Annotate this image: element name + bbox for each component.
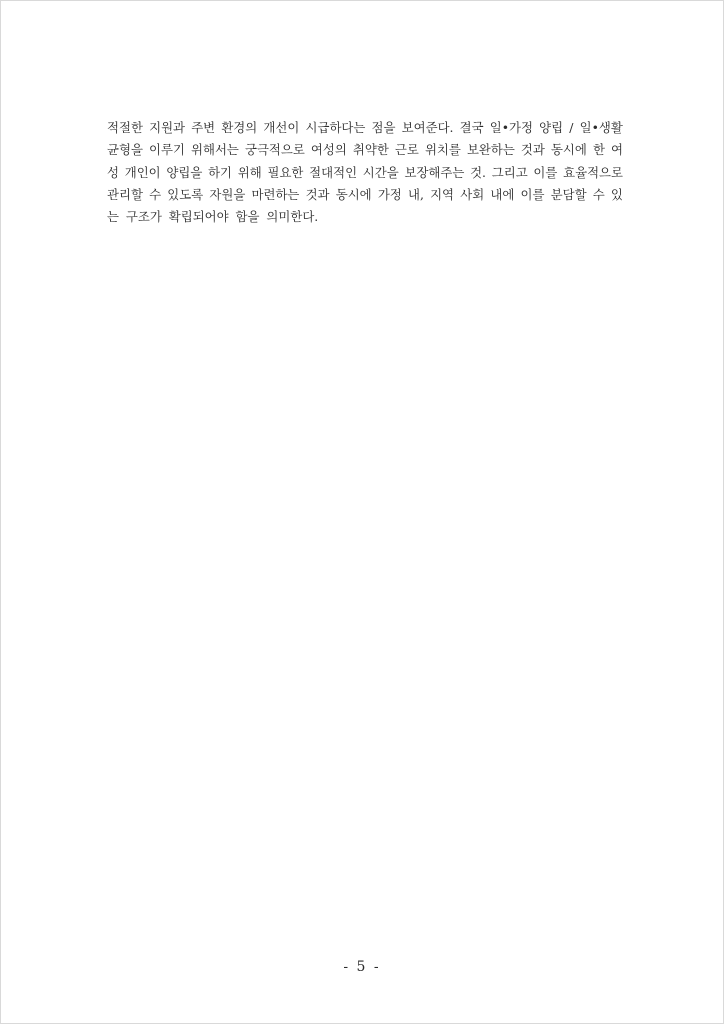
- paragraph-line-2: 균형을 이루기 위해서는 궁극적으로 여성의 취약한 근로 위치를 보완하는 것과 동시에 한 여: [107, 142, 623, 158]
- paragraph-line-1: 적절한 지원과 주변 환경의 개선이 시급하다는 점을 보여준다. 결국 일•가정 양립 / 일•생활: [107, 120, 623, 135]
- paragraph-line-5: 는 구조가 확립되어야 함을 의미한다.: [107, 209, 319, 225]
- page-number: - 5 -: [343, 959, 381, 975]
- body-paragraph: [107, 117, 623, 228]
- paragraph-line-3: 성 개인이 양립을 하기 위해 필요한 절대적인 시간을 보장해주는 것. 그리고 이를 효율적으로: [107, 164, 623, 180]
- paragraph-line-4: 관리할 수 있도록 자원을 마련하는 것과 동시에 가정 내, 지역 사회 내에 이를 분담할 수 있: [107, 186, 623, 202]
